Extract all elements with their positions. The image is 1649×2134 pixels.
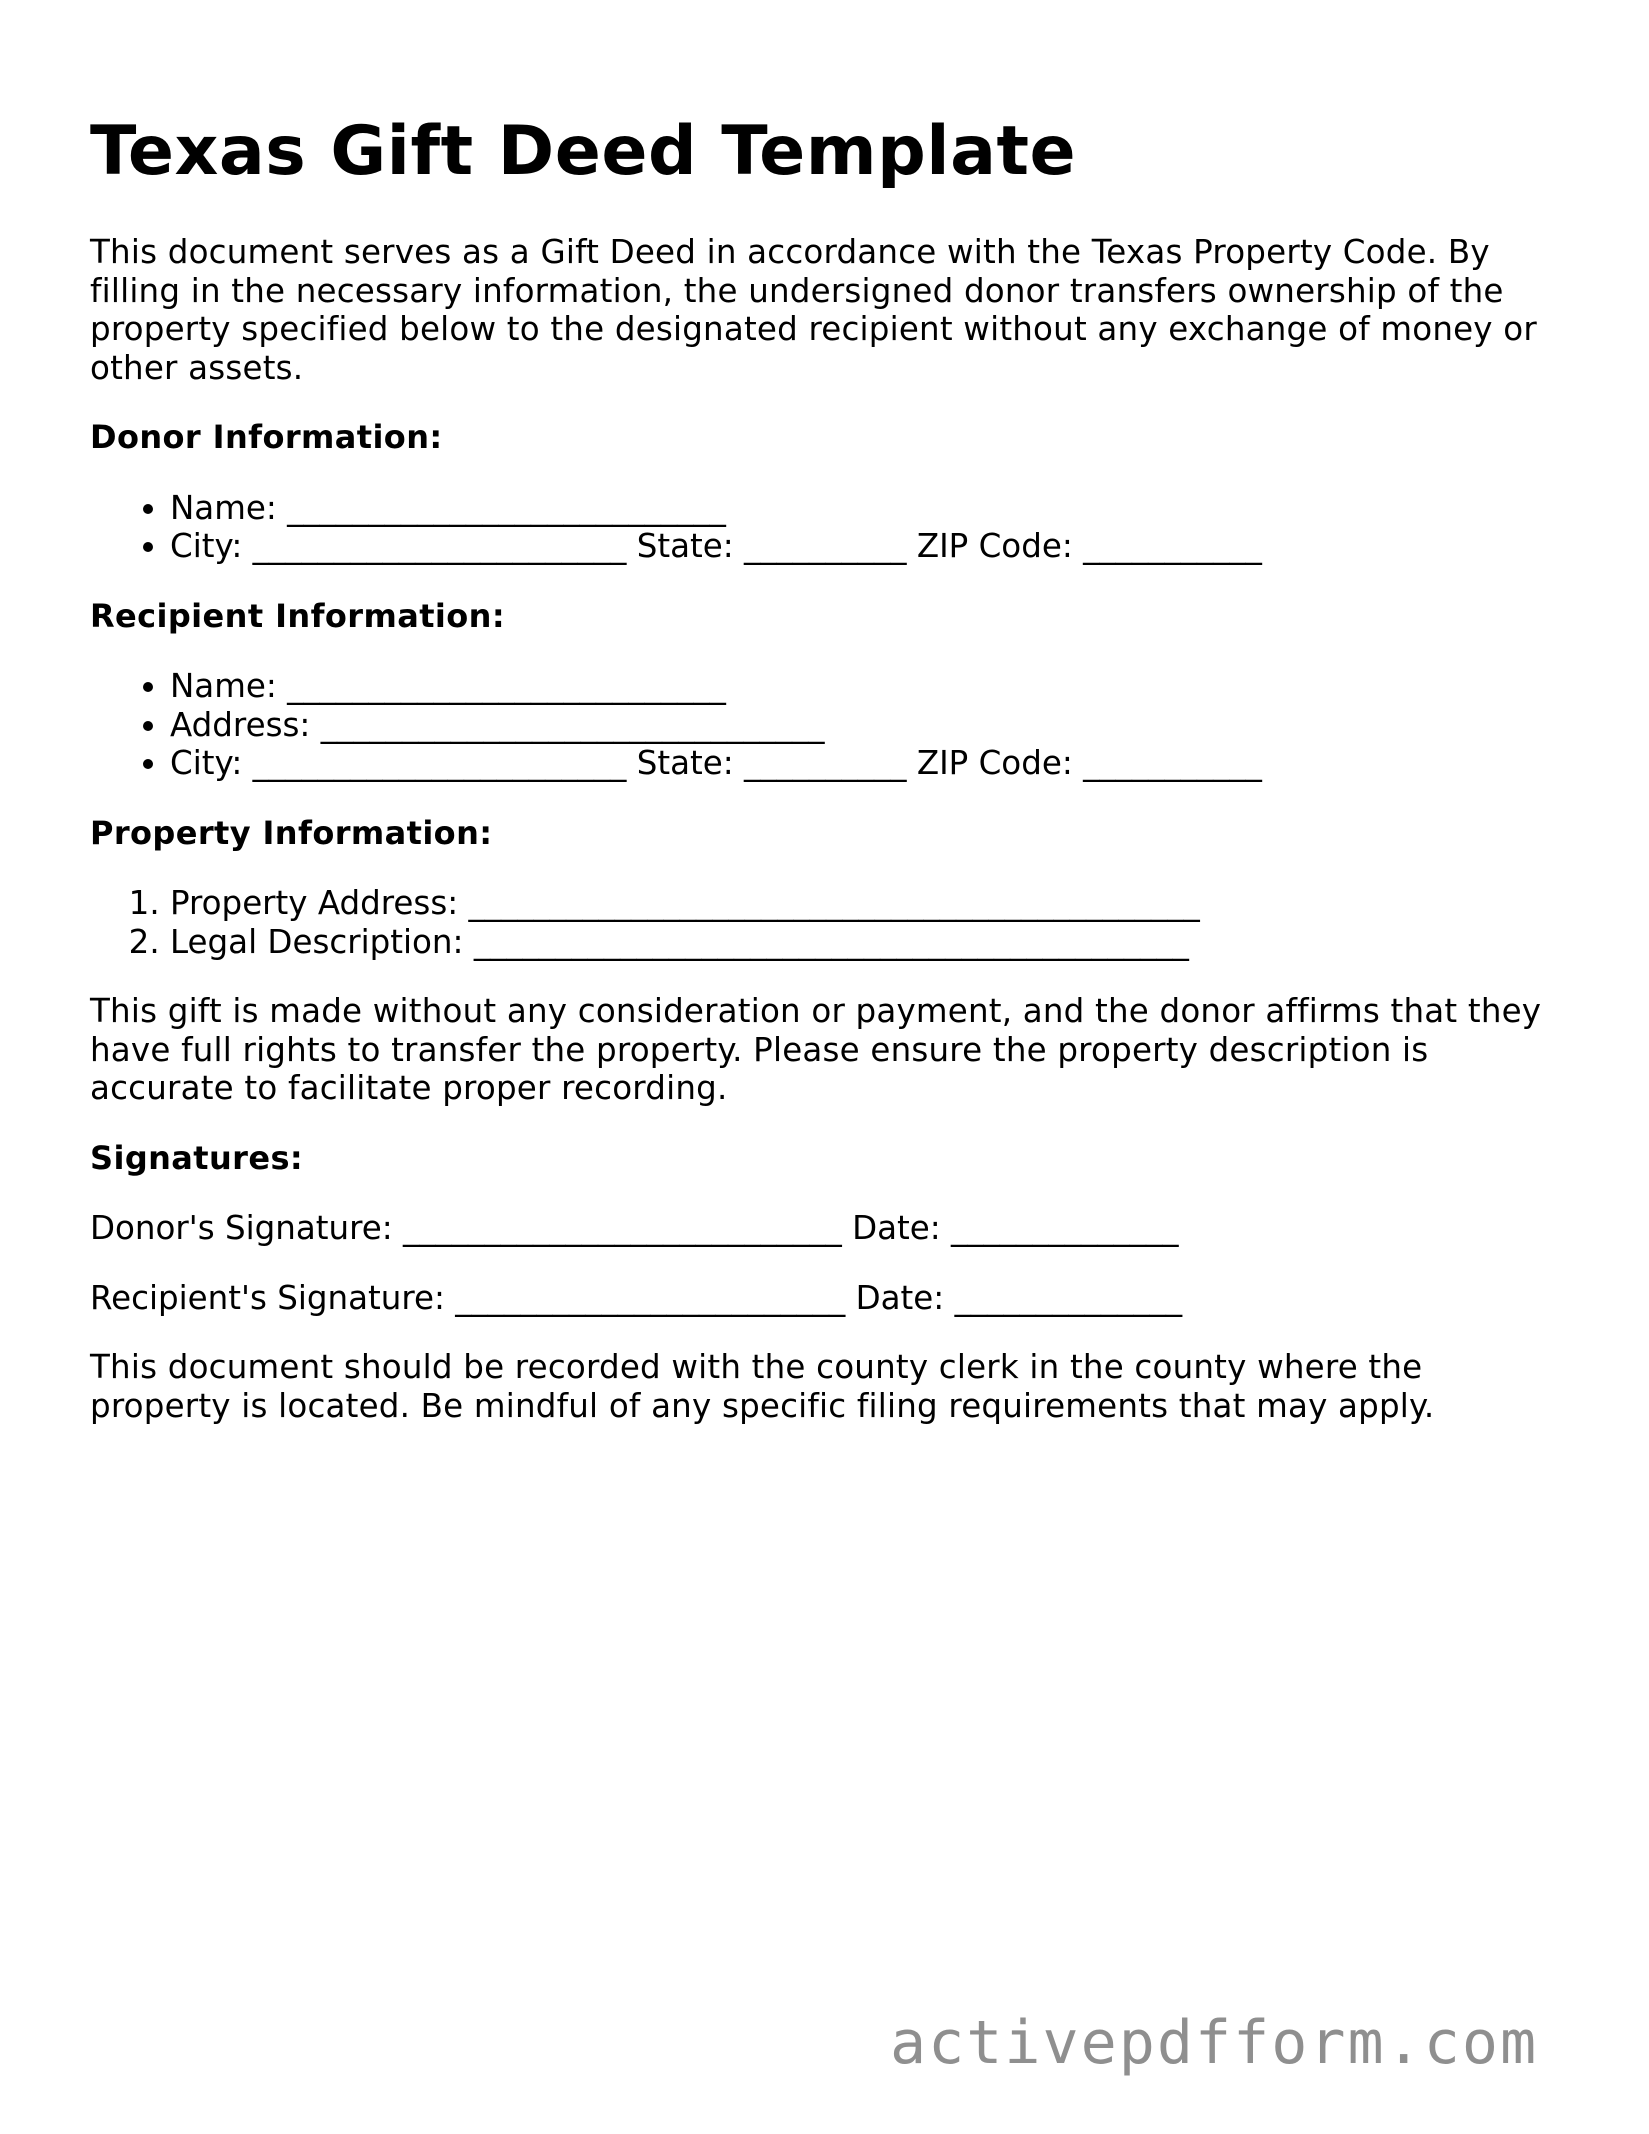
donor-name-field[interactable]: • Name: ___________________________ [170,489,1570,528]
affirmation-paragraph: This gift is made without any consideration or payment, and the donor affirms that they have full rights to transfer the property. Please ensure the property description is accurate to facilitate proper recording. [90,992,1542,1107]
watermark-text: activepdfform.com [890,2008,1539,2078]
recipient-heading: Recipient Information: [90,596,506,635]
property-fields-list [90,884,1570,961]
recipient-city-state-zip-field[interactable]: • City: _______________________ State: __________ ZIP Code: ___________ [170,744,1570,783]
document-page [90,112,1570,1456]
donor-signature-field[interactable]: Donor's Signature: ___________________________ Date: ______________ [90,1209,1179,1247]
signatures-heading: Signatures: [90,1138,304,1177]
donor-city-state-zip-field[interactable]: • City: _______________________ State: __________ ZIP Code: ___________ [170,527,1570,566]
recipient-name-field[interactable]: • Name: ___________________________ [170,667,1570,706]
recipient-fields-list [90,667,1570,783]
recipient-address-field[interactable]: • Address: _______________________________ [170,706,1570,745]
closing-paragraph: This document should be recorded with the county clerk in the county where the property is located. Be mindful of any specific filing requirements that may apply. [90,1348,1435,1425]
intro-paragraph: This document serves as a Gift Deed in accordance with the Texas Property Code. By filling in the necessary information, the undersigned donor transfers ownership of the property specified below to the designated recipient without any exchange of money or other assets. [90,233,1537,387]
property-address-field[interactable]: 1. Property Address: _____________________________________________ [170,884,1570,923]
recipient-signature-field[interactable]: Recipient's Signature: ________________________ Date: ______________ [90,1278,1183,1317]
property-heading: Property Information: [90,813,493,852]
page-title: Texas Gift Deed Template [90,112,1077,191]
donor-heading: Donor Information: [90,418,443,456]
legal-description-field[interactable]: 2. Legal Description: ____________________________________________ [170,923,1570,962]
donor-fields-list [90,489,1570,566]
